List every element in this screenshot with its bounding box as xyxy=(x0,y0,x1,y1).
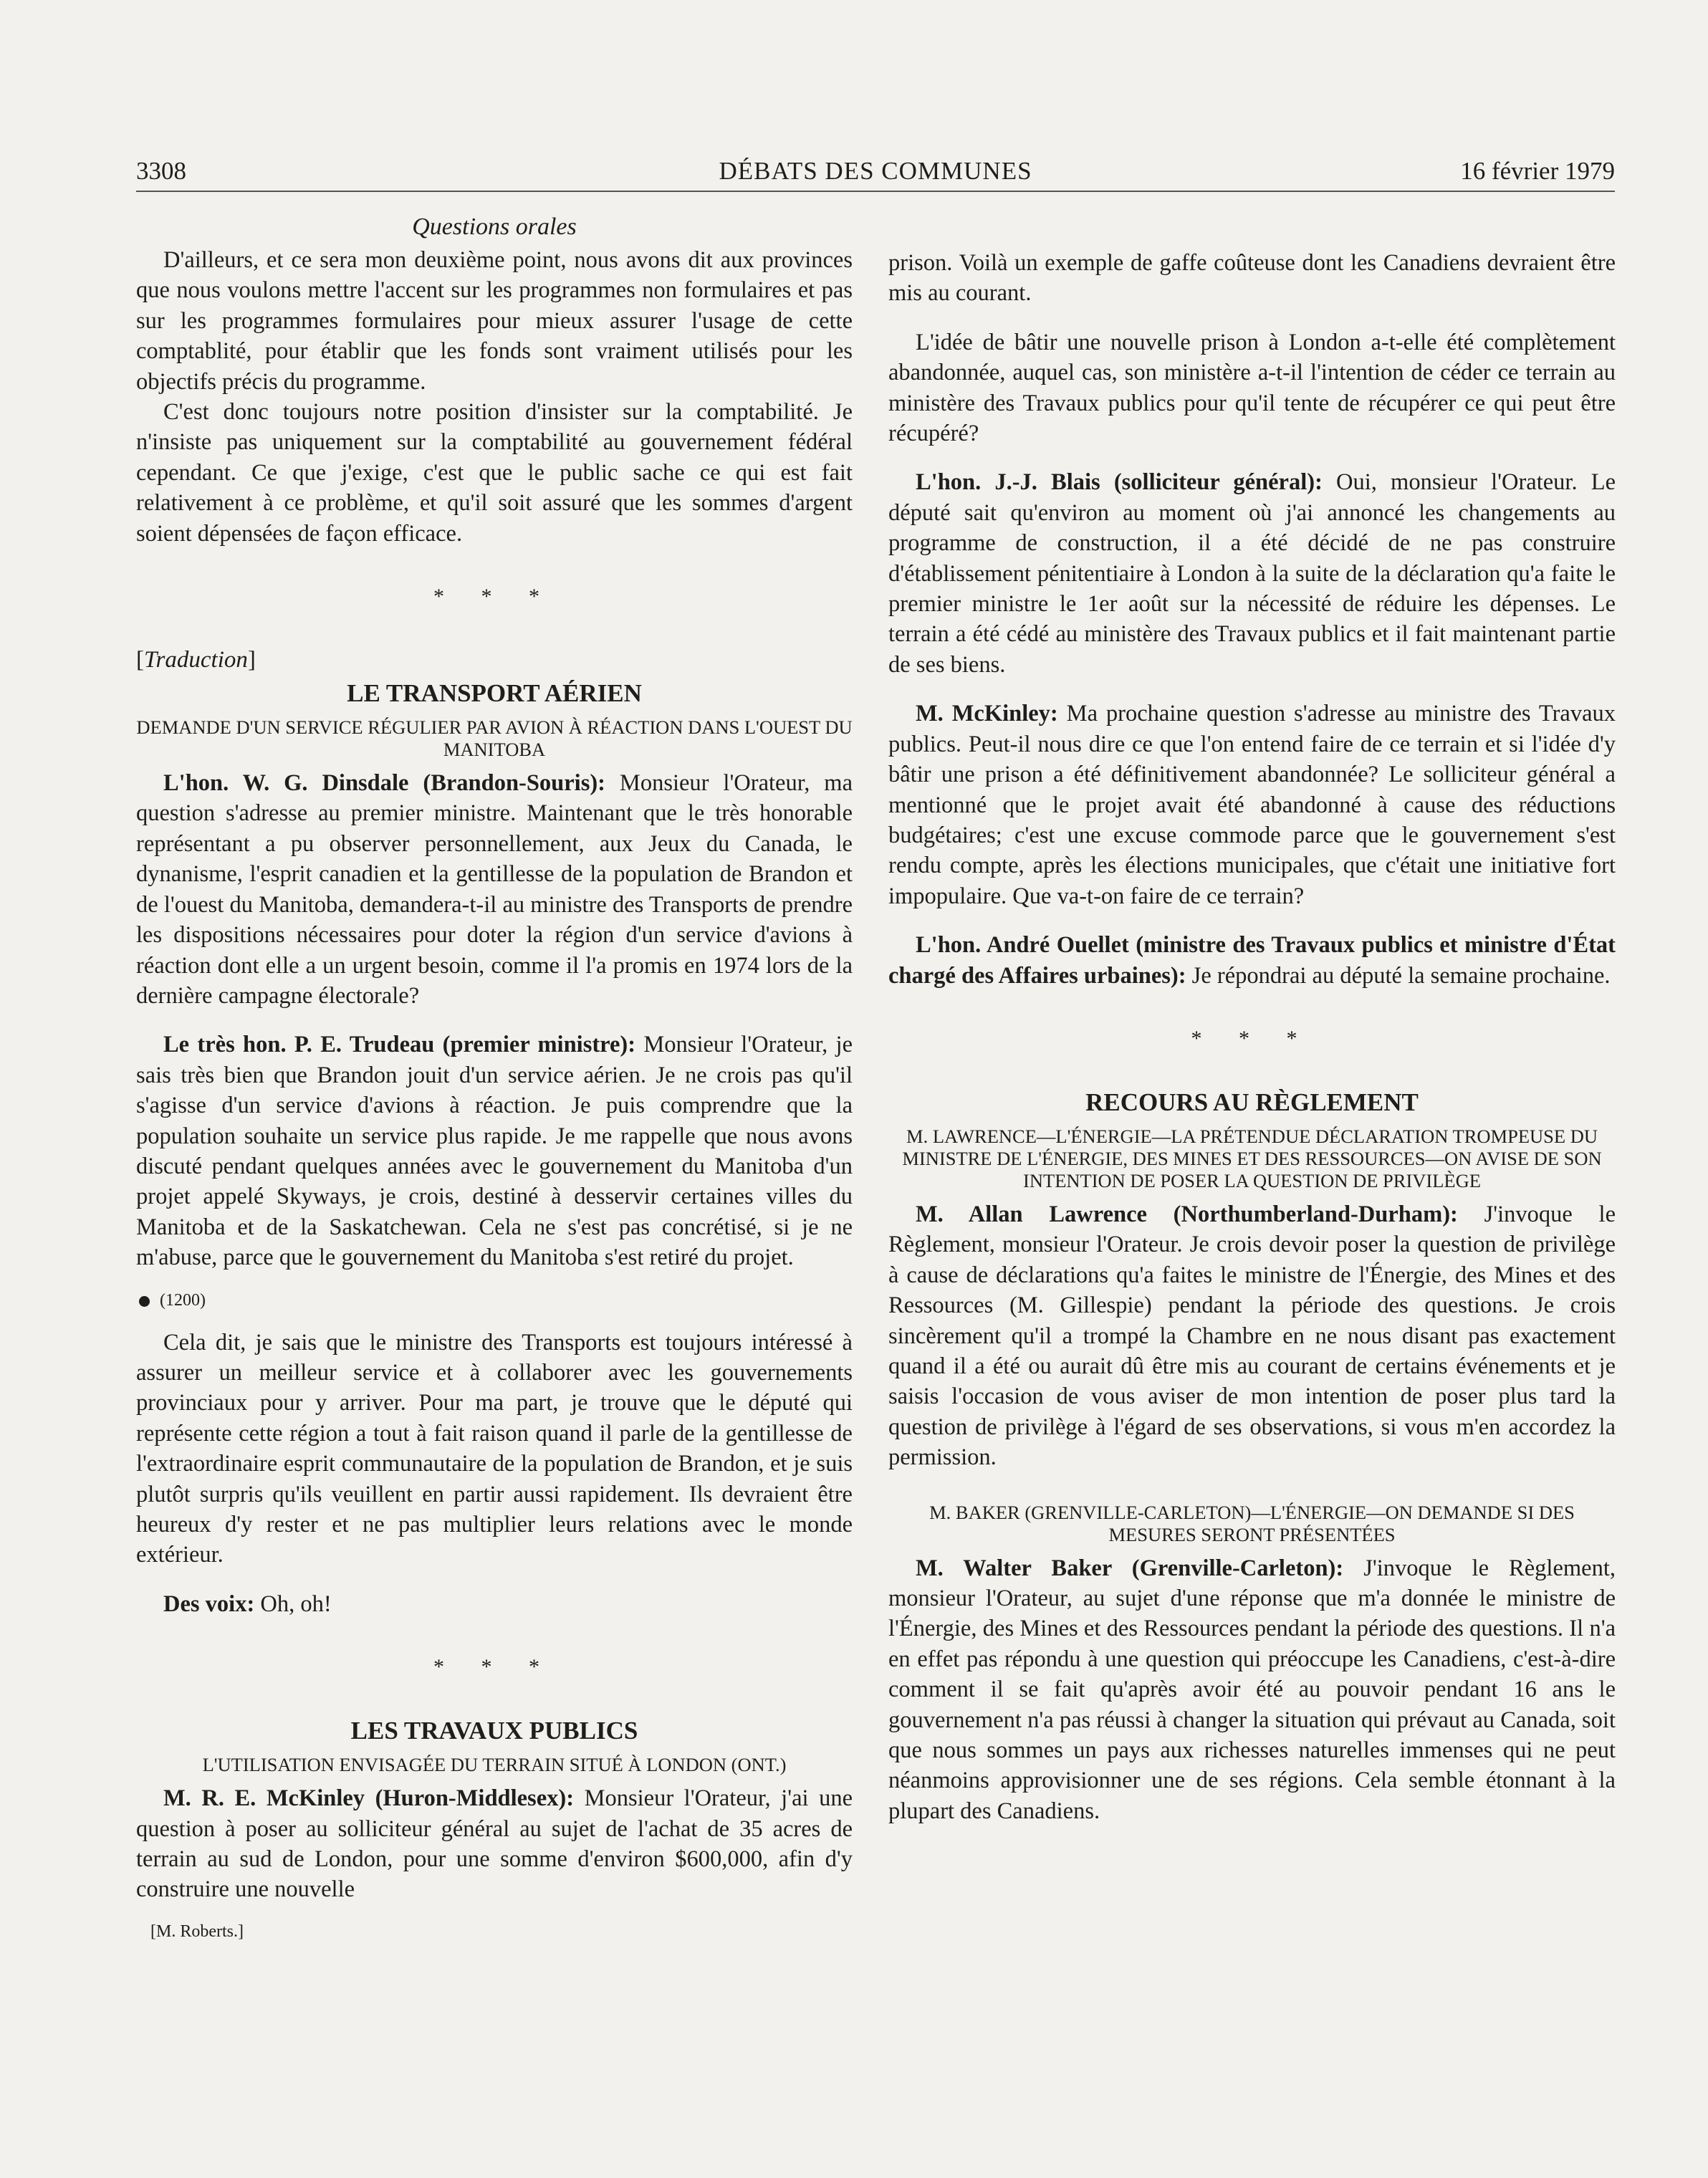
page-number: 3308 xyxy=(136,157,186,185)
section-subheading: DEMANDE D'UN SERVICE RÉGULIER PAR AVION À RÉACTION DANS L'OUEST DU MANITOBA xyxy=(136,716,853,761)
running-title: Questions orales xyxy=(412,214,577,240)
paragraph: Cela dit, je sais que le ministre des Transports est toujours intéressé à assurer un meilleur service et à collaborer avec les gouvernements provinciaux pour y arriver. Pour ma part, je trouve que le député qui représente cette région a tout à fait raison quand il parle de la gentillesse de l'extraordinaire esprit communautaire de la population de Brandon, et je suis plutôt surpris qu'ils veuillent en partir aussi rapidement. Ils devraient être heureux d'y rester et ne pas multiplier leurs relations avec le monde extérieur. xyxy=(136,1329,853,1568)
paragraph: prison. Voilà un exemple de gaffe coûteuse dont les Canadiens devraient être mis au courant. xyxy=(888,250,1616,307)
speaker-name: L'hon. W. G. Dinsdale (Brandon-Souris): xyxy=(163,770,605,797)
speech-text: Monsieur l'Orateur, ma question s'adresse au premier ministre. Maintenant que le très honorable représentant a pu observer personnellement, aux Jeux du Canada, le dynanisme, l'esprit canadien et la gentillesse de la population de Brandon et de l'ouest du Manitoba, demandera-t-il au ministre des Transports de prendre les dispositions nécessaires pour doter la région d'un service d'avions à réaction dont elle a un urgent besoin, comme il l'a promis en 1974 lors de la dernière campagne électorale? xyxy=(136,770,853,1009)
section-heading: LE TRANSPORT AÉRIEN xyxy=(347,679,642,708)
speaker-name: Des voix: xyxy=(163,1591,255,1617)
speech-paragraph xyxy=(136,1589,853,1619)
speaker-name: L'hon. André Ouellet (ministre des Travaux publics et ministre d'État chargé des Affaires urbaines): xyxy=(888,932,1616,989)
section-separator: * * * xyxy=(433,1655,555,1679)
speech-paragraph xyxy=(888,930,1616,991)
speaker-name: M. Allan Lawrence (Northumberland-Durham): xyxy=(916,1201,1458,1227)
speaker-name: Le très hon. P. E. Trudeau (premier ministre): xyxy=(163,1032,636,1058)
speech-text: Oh, oh! xyxy=(254,1591,332,1617)
section-subheading: L'UTILISATION ENVISAGÉE DU TERRAIN SITUÉ À LONDON (ONT.) xyxy=(202,1754,787,1776)
speech-paragraph xyxy=(888,1199,1616,1473)
speech-text: Monsieur l'Orateur, je sais très bien que Brandon jouit d'un service aérien. Je ne crois pas qu'il s'agisse d'un service d'avions à réaction. Je puis comprendre que la population souhaite un service plus rapide. Je me rappelle que nous avons discuté pendant quelques années avec le gouvernement du Manitoba d'un projet appelé Skyways, je crois, destiné à desservir certaines villes du Manitoba et de la Saskatchewan. Cela ne s'est pas concrétisé, si je ne m'abuse, parce que le gouvernement du Manitoba s'est retiré du projet. xyxy=(136,1032,853,1271)
section-heading: LES TRAVAUX PUBLICS xyxy=(350,1717,638,1745)
paragraph: L'idée de bâtir une nouvelle prison à London a-t-elle été complètement abandonnée, auquel cas, son ministère a-t-il l'intention de céder ce terrain au ministère des Travaux publics pour qu'il tente de récupérer ce qui peut être récupéré? xyxy=(888,329,1616,447)
speaker-name: M. McKinley: xyxy=(916,701,1058,727)
speech-paragraph xyxy=(136,768,853,1011)
section-separator: * * * xyxy=(1191,1026,1313,1050)
speaker-name: L'hon. J.-J. Blais (solliciteur général): xyxy=(916,469,1323,496)
speech-paragraph xyxy=(888,699,1616,911)
paragraph: C'est donc toujours notre position d'insister sur la comptabilité. Je n'insiste pas uniquement sur la comptabilité au gouvernement fédéral cependant. Ce que j'exige, c'est que le public sache ce qui est fait relativement à ce problème, et qu'il soit assuré que les sommes d'argent soient dépensées de façon efficace. xyxy=(136,399,853,547)
section-heading: RECOURS AU RÈGLEMENT xyxy=(1085,1088,1419,1116)
time-stamp: (1200) xyxy=(160,1290,206,1310)
speech-paragraph xyxy=(888,467,1616,680)
speech-paragraph xyxy=(888,1553,1616,1827)
speech-text: Je répondrai au député la semaine prochaine. xyxy=(1186,962,1611,989)
publication-title: DÉBATS DES COMMUNES xyxy=(719,157,1032,185)
signature-note: [M. Roberts.] xyxy=(150,1922,244,1941)
speech-text: J'invoque le Règlement, monsieur l'Orateur, au sujet d'une réponse que m'a donnée le ministre de l'Énergie, des Mines et des Ressources pendant la période des questions. Il n'a en effet pas répondu à une question qui préoccupe les Canadiens, c'est-à-dire comment il se fait qu'après avoir été au pouvoir pendant 16 ans le gouvernement n'a pas réussi à changer la situation qui prévaut au Canada, soit que nous sommes un pays aux richesses naturelles immenses qui ne peut néanmoins approvisionner une de ses régions. Cela semble étonnant à la plupart des Canadiens. xyxy=(888,1555,1616,1824)
speech-text: Monsieur l'Orateur, j'ai une question à poser au solliciteur général au sujet de l'achat de 35 acres de terrain au sud de London, pour une somme d'environ $600,000, afin d'y construire une nouvelle xyxy=(136,1785,853,1903)
translation-note: [Traduction] xyxy=(136,647,256,673)
section-subheading: M. LAWRENCE—L'ÉNERGIE—LA PRÉTENDUE DÉCLARATION TROMPEUSE DU MINISTRE DE L'ÉNERGIE, DES MINES ET DES RESSOURCES—ON AVISE DE SON INTENTION DE POSER LA QUESTION DE PRIVILÈGE xyxy=(902,1125,1602,1191)
speaker-name: M. R. E. McKinley (Huron-Middlesex): xyxy=(163,1785,575,1812)
page-header xyxy=(136,153,1615,192)
section-subheading: M. BAKER (GRENVILLE-CARLETON)—L'ÉNERGIE—ON DEMANDE SI DES MESURES SERONT PRÉSENTÉES xyxy=(929,1501,1575,1545)
time-marker xyxy=(136,1287,853,1313)
right-column xyxy=(888,248,1616,1826)
speech-paragraph xyxy=(136,1030,853,1272)
section-separator: * * * xyxy=(433,585,555,609)
speech-paragraph xyxy=(136,1783,853,1905)
left-column xyxy=(136,212,853,1942)
paragraph: D'ailleurs, et ce sera mon deuxième point, nous avons dit aux provinces que nous voulons mettre l'accent sur les programmes non formulaires et pas sur les programmes formulaires pour mieux assurer l'usage de cette comptablité, pour établir que les fonds sont vraiment utilisés pour les objectifs précis du programme. xyxy=(136,247,853,395)
speaker-name: M. Walter Baker (Grenville-Carleton): xyxy=(916,1555,1344,1581)
page-date: 16 février 1979 xyxy=(1460,157,1615,185)
speech-text: Ma prochaine question s'adresse au ministre des Travaux publics. Peut-il nous dire ce que l'on entend faire de ce terrain et si l'idée d'y bâtir une prison a été définitivement abandonnée? Le solliciteur général a mentionné que le projet avait été abandonné à cause des réductions budgétaires; c'est une excuse commode parce que le gouvernement s'est rendu compte, après les élections municipales, que c'était une initiative fort impopulaire. Que va-t-on faire de ce terrain? xyxy=(888,701,1616,909)
translation-label: Traduction xyxy=(144,647,248,673)
bullet-icon xyxy=(139,1296,150,1307)
speech-text: Oui, monsieur l'Orateur. Le député sait qu'environ au moment où j'ai annoncé les changements au programme de construction, il a été décidé de ne pas construire d'établissement pénitentiaire à London à la suite de la déclaration qu'a faite le premier ministre le 1er août sur la nécessité de réduire les dépenses. Le terrain a été cédé au ministère des Travaux publics et il fait maintenant partie de ses biens. xyxy=(888,469,1616,678)
speech-text: J'invoque le Règlement, monsieur l'Orateur. Je crois devoir poser la question de privilège à cause de déclarations qu'a faites le ministre de l'Énergie, des Mines et des Ressources (M. Gillespie) pendant la période des questions. Je crois sincèrement qu'il a trompé la Chambre en ne nous disant pas exactement quand il a été ou aurait dû être mis au courant de certains événements et je saisis l'occasion de vous aviser de mon intention de poser plus tard la question de privilège à l'égard de ses observations, si vous m'en accordez la permission. xyxy=(888,1201,1616,1471)
